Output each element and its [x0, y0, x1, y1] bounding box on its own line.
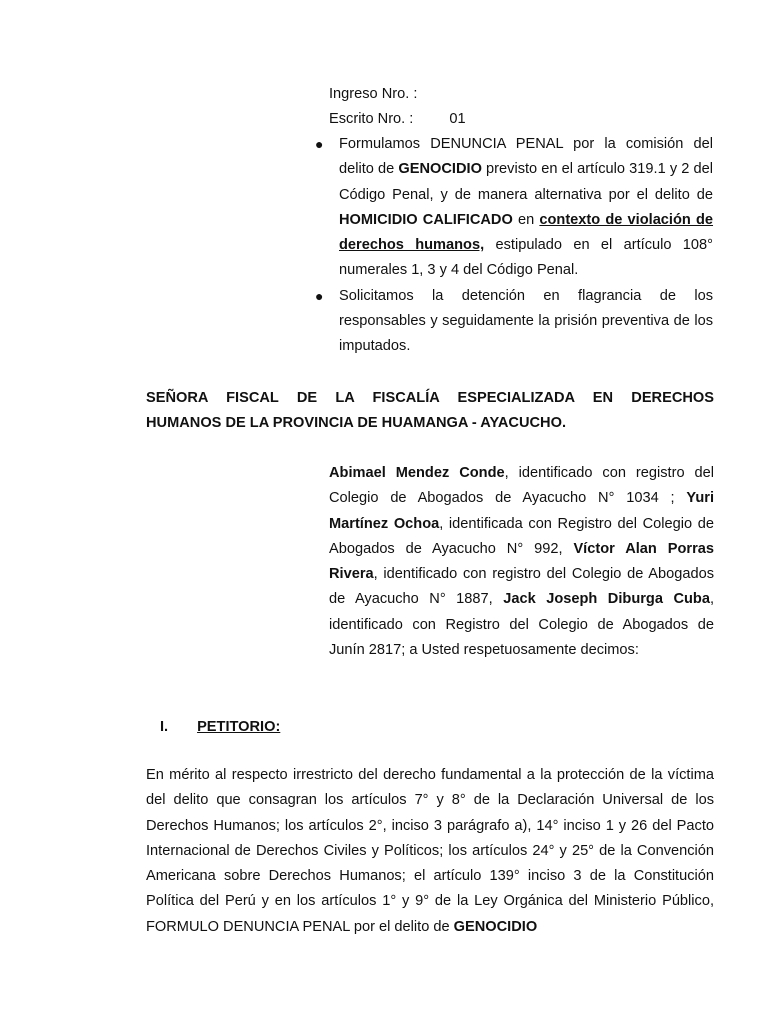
sumilla-text: previsto en el artículo 319.1 y 2 del Código Penal, y de manera alternativa por el delito de [339, 161, 713, 203]
sumilla-text: en [512, 211, 540, 228]
addressee-line: HUMANOS DE LA PROVINCIA DE HUAMANGA - AYACUCHO. [146, 415, 566, 432]
section-number: I. [160, 719, 169, 735]
intro-text: , identificado con Registro del Colegio de Abogados de Junín 2817; a Usted respetuosamente decimos: [329, 591, 714, 659]
escrito-label: Escrito Nro. : [329, 111, 414, 128]
lawyer-name: Jack Joseph Diburga Cuba [503, 591, 710, 608]
addressee [146, 386, 714, 437]
section-heading [160, 715, 280, 740]
lawyer-name: Abimael Mendez Conde [329, 465, 505, 481]
lawyer-name: Víctor Alan Porras Rivera [329, 540, 714, 583]
bullet-icon: ● [315, 287, 324, 304]
petitorio-paragraph [146, 763, 714, 940]
intro-paragraph [329, 461, 714, 663]
section-title: PETITORIO: [197, 719, 281, 735]
sumilla-list [313, 132, 713, 360]
intro-text: , identificado con registro del Colegio de Abogados de Ayacucho N° 1887, [329, 566, 714, 608]
crime-homicidio: HOMICIDIO CALIFICADO [339, 211, 513, 228]
context-phrase: contexto de violación de derechos humanos, [339, 211, 714, 254]
sumilla-item-detencion [313, 284, 713, 360]
case-header [329, 82, 714, 133]
crime-genocidio: GENOCIDIO [398, 161, 482, 178]
lawyer-name: Yuri Martínez Ochoa [329, 490, 714, 532]
sumilla-text: Formulamos DENUNCIA PENAL por la comisión del delito de [339, 136, 713, 178]
bullet-icon: ● [315, 136, 324, 152]
addressee-line: SEÑORA FISCAL DE LA FISCALÍA ESPECIALIZADA EN DERECHOS [146, 390, 714, 406]
petitorio-text: En mérito al respecto irrestricto del derecho fundamental a la protección de la víctima del delito que consagran los artículos 7° y 8° de la Declaración Universal de los Derechos Humanos; los artículos 2°, inciso 3 parágrafo a), 14° inciso 1 y 26 del Pacto Internacional de Derechos Civiles y Políticos; los artículos 24° y 25° de la Convención Americana sobre Derechos Humanos; el artículo 139° inciso 3 de la Constitución Política del Perú y en los artículos 1° y 9° de la Ley Orgánica del Ministerio Público, FORMULO DENUNCIA PENAL por el delito de [146, 767, 714, 935]
sumilla-text: estipulado en el artículo 108° numerales 1, 3 y 4 del Código Penal. [339, 237, 713, 279]
intro-text: , identificada con Registro del Colegio de Abogados de Ayacucho N° 992, [329, 515, 714, 557]
sumilla-item-denuncia [313, 132, 713, 284]
ingreso-label: Ingreso Nro. : [329, 86, 418, 102]
ingreso-row [329, 82, 714, 107]
escrito-value: 01 [449, 111, 466, 128]
sumilla-text: Solicitamos la detención en flagrancia de los responsables y seguidamente la prisión preventiva de los imputados. [339, 287, 713, 355]
crime-genocidio: GENOCIDIO [453, 918, 538, 935]
escrito-row [329, 107, 714, 132]
intro-text: , identificado con registro del Colegio de Abogados de Ayacucho N° 1034 ; [329, 465, 714, 507]
